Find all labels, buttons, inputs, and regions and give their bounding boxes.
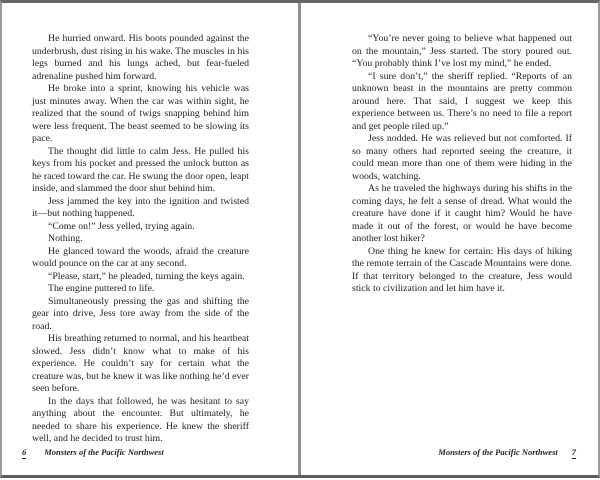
page-right-footer [438,447,576,459]
page-left-text [32,33,249,446]
paragraph: Jess nodded. He was relieved but not comforted. If so many others had reported seeing the creature, it could mean more than one of them were hiding in the woods, watching. [352,133,572,182]
paragraph: “Come on!” Jess yelled, trying again. [48,220,195,232]
page-number-left: 6 [22,447,27,457]
page-left [2,3,298,475]
book-title-footer-left: Monsters of the Pacific Northwest [44,447,164,457]
paragraph: The thought did little to calm Jess. He pulled his keys from his pocket and pressed the unlock button as he raced toward the car. He swung the door open, leapt inside, and slammed the door shut behind him. [32,145,249,194]
paragraph: One thing he knew for certain: His days of hiking the remote terrain of the Cascade Mountains were done. If that territory belonged to the creature, Jess would stick to civilization and let him have it. [352,245,572,294]
page-number-right: 7 [571,447,576,457]
paragraph: “You’re never going to believe what happened out on the mountain,” Jess started. The story poured out. “You probably think I’ve lost my mind,” he ended. [352,33,572,69]
book-title-footer-right: Monsters of the Pacific Northwest [438,447,558,457]
paragraph: Simultaneously pressing the gas and shifting the gear into drive, Jess tore away from the side of the road. [32,295,249,332]
paragraph: “I sure don’t,” the sheriff replied. “Reports of an unknown beast in the mountains are pretty common around here. That said, I suggest we keep this experience between us. There’s no need to file a report and get people riled up.” [352,70,572,132]
paragraph: He hurried onward. His boots pounded against the underbrush, dust rising in his wake. The muscles in his legs burned and his lungs ached, but fear-fueled adrenaline pushed him forward. [32,33,249,82]
paragraph: The engine puttered to life. [48,283,155,294]
paragraph: Jess jammed the key into the ignition and twisted it—but nothing happened. [32,195,249,219]
paragraph: In the days that followed, he was hesitant to say anything about the encounter. But ultimately, he needed to share his experience. He knew the sheriff well, and he decided to trust him. [32,395,249,444]
page-right [301,3,598,475]
paragraph: “Please, start,” he pleaded, turning the keys again. [48,270,245,282]
paragraph: He glanced toward the woods, afraid the creature would pounce on the car at any second. [32,245,249,269]
paragraph: As he traveled the highways during his shifts in the coming days, he felt a sense of dread. What would the creature have done if it caught him? Would he have made it out of the forest, or would he have become another lost hiker? [352,183,572,244]
page-left-footer [22,447,164,459]
paragraph: Nothing. [48,233,83,244]
paragraph: His breathing returned to normal, and his heartbeat slowed. Jess didn’t know what to make of his experience. He couldn’t say for certain what the creature was, but he knew it was like nothing he’d ever seen before. [32,333,249,394]
page-right-text [352,33,572,296]
paragraph: He broke into a sprint, knowing his vehicle was just minutes away. When the car was within sight, he realized that the sound of twigs snapping behind him were less frequent. The beast seemed to be slowing its pace. [32,83,249,144]
